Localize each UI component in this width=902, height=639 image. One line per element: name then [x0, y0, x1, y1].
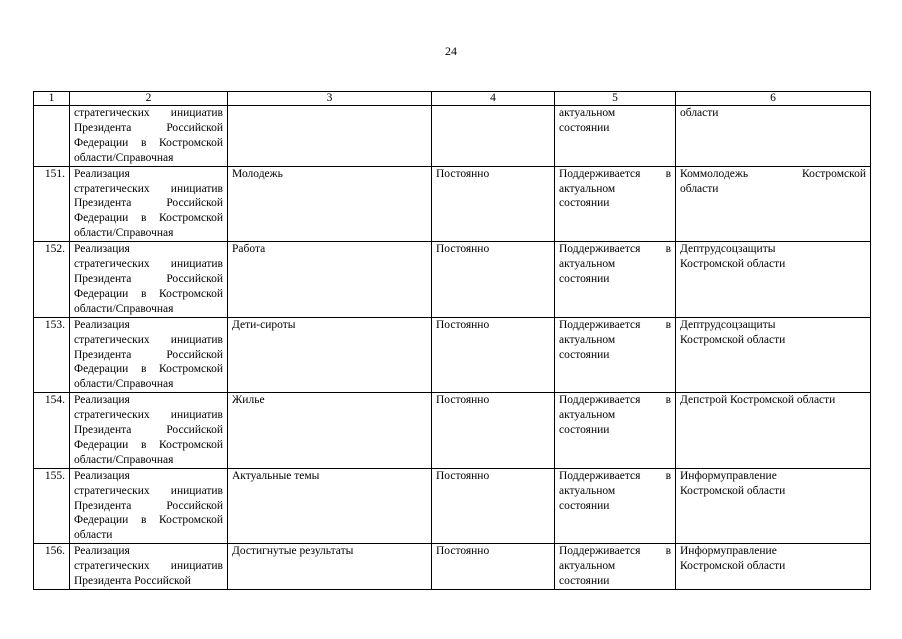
cell-line: состоянии: [559, 197, 610, 210]
cell-line: Президента Российской: [74, 499, 223, 512]
cell-line: Поддерживается в: [559, 167, 671, 180]
description-cell: [70, 317, 228, 393]
cell-line: Поддерживается в: [559, 243, 671, 256]
section-cell: Молодежь: [228, 166, 432, 242]
cell-line: Федерации в Костромской: [74, 438, 223, 451]
cell-line: области/Справочная: [74, 151, 174, 164]
frequency-cell: Постоянно: [432, 393, 555, 469]
cell-line: Президента Российской: [74, 197, 223, 210]
frequency-cell: [432, 106, 555, 167]
cell-line: Костромской области: [680, 258, 786, 271]
description-cell: [70, 242, 228, 318]
cell-line: актуальном: [559, 409, 616, 422]
responsible-cell: [676, 166, 871, 242]
cell-line: Костромской области: [680, 484, 786, 497]
table-row: [34, 106, 871, 167]
status-cell: [555, 393, 676, 469]
cell-line: состоянии: [559, 499, 610, 512]
cell-line: Федерации в Костромской: [74, 287, 223, 300]
responsible-cell: [676, 242, 871, 318]
frequency-cell: Постоянно: [432, 317, 555, 393]
status-cell: [555, 106, 676, 167]
responsible-cell: [676, 106, 871, 167]
cell-line: Костромской области: [680, 560, 786, 573]
cell-line: актуальном: [559, 484, 616, 497]
cell-line: Президента Российской: [74, 575, 191, 588]
cell-line: Поддерживается в: [559, 318, 671, 331]
page-number: 24: [445, 44, 457, 58]
column-header: 6: [676, 92, 871, 106]
cell-line: состоянии: [559, 424, 610, 437]
description-cell: [70, 468, 228, 544]
header-row: [34, 92, 871, 106]
cell-line: Коммолодежь Костромской: [680, 167, 866, 180]
cell-line: области: [680, 182, 719, 195]
cell-line: области: [74, 529, 113, 542]
section-cell: Дети-сироты: [228, 317, 432, 393]
table-row: [34, 317, 871, 393]
cell-line: Президента Российской: [74, 424, 223, 437]
frequency-cell: Постоянно: [432, 544, 555, 590]
cell-line: стратегических инициатив: [74, 107, 223, 119]
cell-line: Реализация: [74, 469, 130, 482]
cell-line: Информуправление: [680, 469, 777, 482]
table-row: [34, 242, 871, 318]
cell-line: актуальном: [559, 107, 616, 119]
cell-line: Реализация: [74, 243, 130, 256]
cell-line: Федерации в Костромской: [74, 136, 223, 149]
cell-line: состоянии: [559, 575, 610, 588]
cell-line: состоянии: [559, 348, 610, 361]
section-cell: Актуальные темы: [228, 468, 432, 544]
column-header: 3: [228, 92, 432, 106]
status-cell: [555, 166, 676, 242]
cell-line: Поддерживается в: [559, 545, 671, 558]
registry-table: [33, 91, 871, 590]
cell-line: Дептрудсоцзащиты: [680, 243, 776, 256]
section-cell: [228, 106, 432, 167]
cell-line: Реализация: [74, 167, 130, 180]
cell-line: Реализация: [74, 545, 130, 558]
column-header: 2: [70, 92, 228, 106]
responsible-cell: [676, 317, 871, 393]
cell-line: области/Справочная: [74, 453, 174, 466]
cell-line: Президента Российской: [74, 272, 223, 285]
section-cell: Жилье: [228, 393, 432, 469]
cell-line: стратегических инициатив: [74, 182, 223, 195]
cell-line: актуальном: [559, 182, 616, 195]
row-number: [34, 106, 70, 167]
cell-line: стратегических инициатив: [74, 409, 223, 422]
responsible-cell: [676, 544, 871, 590]
row-number: 153.: [34, 317, 70, 393]
cell-line: Президента Российской: [74, 348, 223, 361]
cell-line: Реализация: [74, 394, 130, 407]
cell-line: стратегических инициатив: [74, 258, 223, 271]
cell-line: области/Справочная: [74, 227, 174, 240]
description-cell: [70, 544, 228, 590]
column-header: 4: [432, 92, 555, 106]
cell-line: состоянии: [559, 121, 610, 134]
cell-line: Федерации в Костромской: [74, 212, 223, 225]
table-row: [34, 544, 871, 590]
row-number: 155.: [34, 468, 70, 544]
cell-line: Поддерживается в: [559, 469, 671, 482]
section-cell: Достигнутые результаты: [228, 544, 432, 590]
description-cell: [70, 106, 228, 167]
status-cell: [555, 242, 676, 318]
table-row: [34, 468, 871, 544]
column-header: 1: [34, 92, 70, 106]
cell-line: Федерации в Костромской: [74, 514, 223, 527]
cell-line: стратегических инициатив: [74, 560, 223, 573]
cell-line: актуальном: [559, 333, 616, 346]
cell-line: стратегических инициатив: [74, 484, 223, 497]
cell-line: Реализация: [74, 318, 130, 331]
cell-line: Информуправление: [680, 545, 777, 558]
description-cell: [70, 166, 228, 242]
section-cell: Работа: [228, 242, 432, 318]
cell-line: Президента Российской: [74, 121, 223, 134]
cell-line: актуальном: [559, 560, 616, 573]
responsible-cell: [676, 468, 871, 544]
responsible-cell: [676, 393, 871, 469]
description-cell: [70, 393, 228, 469]
row-number: 151.: [34, 166, 70, 242]
frequency-cell: Постоянно: [432, 242, 555, 318]
cell-line: Костромской области: [680, 333, 786, 346]
cell-line: Дептрудсоцзащиты: [680, 318, 776, 331]
row-number: 156.: [34, 544, 70, 590]
table-row: [34, 166, 871, 242]
status-cell: [555, 317, 676, 393]
frequency-cell: Постоянно: [432, 166, 555, 242]
cell-line: области/Справочная: [74, 378, 174, 391]
table-row: [34, 393, 871, 469]
cell-line: Депстрой Костромской области: [680, 394, 836, 407]
row-number: 154.: [34, 393, 70, 469]
cell-line: актуальном: [559, 258, 616, 271]
status-cell: [555, 544, 676, 590]
status-cell: [555, 468, 676, 544]
cell-line: Поддерживается в: [559, 394, 671, 407]
cell-line: области/Справочная: [74, 302, 174, 315]
cell-line: Федерации в Костромской: [74, 363, 223, 376]
cell-line: области: [680, 107, 719, 119]
frequency-cell: Постоянно: [432, 468, 555, 544]
row-number: 152.: [34, 242, 70, 318]
column-header: 5: [555, 92, 676, 106]
cell-line: стратегических инициатив: [74, 333, 223, 346]
cell-line: состоянии: [559, 272, 610, 285]
